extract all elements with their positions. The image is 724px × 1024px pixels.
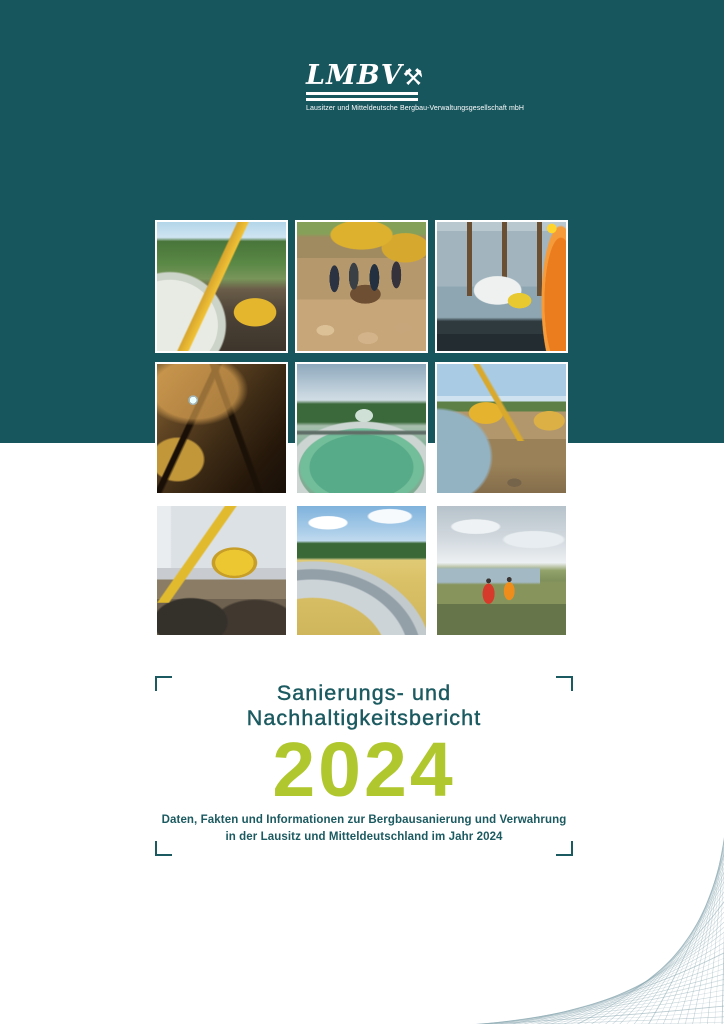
logo-rule-top <box>306 92 418 95</box>
logo-company-line1: Lausitzer und Mitteldeutsche <box>306 105 398 112</box>
hammer-and-pick-icon: ⚒ <box>402 64 424 90</box>
report-title <box>155 681 573 730</box>
title-block <box>155 676 573 856</box>
report-title-line2: Nachhaltigkeitsbericht <box>246 705 482 730</box>
report-subtitle-line1: Daten, Fakten und Informationen zur Bergbausanierung und Verwahrung <box>161 814 567 826</box>
cover-photo-5 <box>295 362 428 495</box>
report-title-line1: Sanierungs- und <box>276 681 452 705</box>
cover-photo-7 <box>155 504 288 637</box>
corner-bracket-top-left <box>155 676 172 691</box>
cover-photo-9 <box>435 504 568 637</box>
logo-rule-bottom <box>306 98 418 101</box>
cover-photo-2 <box>295 220 428 353</box>
logo-wordmark: LMBV <box>306 60 403 91</box>
report-year: 2024 <box>272 727 456 813</box>
report-subtitle-line2: in der Lausitz und Mitteldeutschland im Jahr 2024 <box>225 831 503 843</box>
corner-bracket-bottom-left <box>155 841 172 856</box>
logo-company-name <box>306 105 525 114</box>
cover-photo-1 <box>155 220 288 353</box>
cover-photo-grid <box>155 220 568 637</box>
cover-photo-8 <box>295 504 428 637</box>
logo-company-line2: Bergbau-Verwaltungsgesellschaft mbH <box>399 105 525 112</box>
cover-photo-3 <box>435 220 568 353</box>
corner-bracket-bottom-right <box>556 841 573 856</box>
report-subtitle <box>155 812 573 846</box>
cover-photo-6 <box>435 362 568 495</box>
lmbv-logo <box>306 60 525 114</box>
logo-wordmark-row <box>306 60 424 91</box>
cover-photo-4 <box>155 362 288 495</box>
corner-bracket-top-right <box>556 676 573 691</box>
